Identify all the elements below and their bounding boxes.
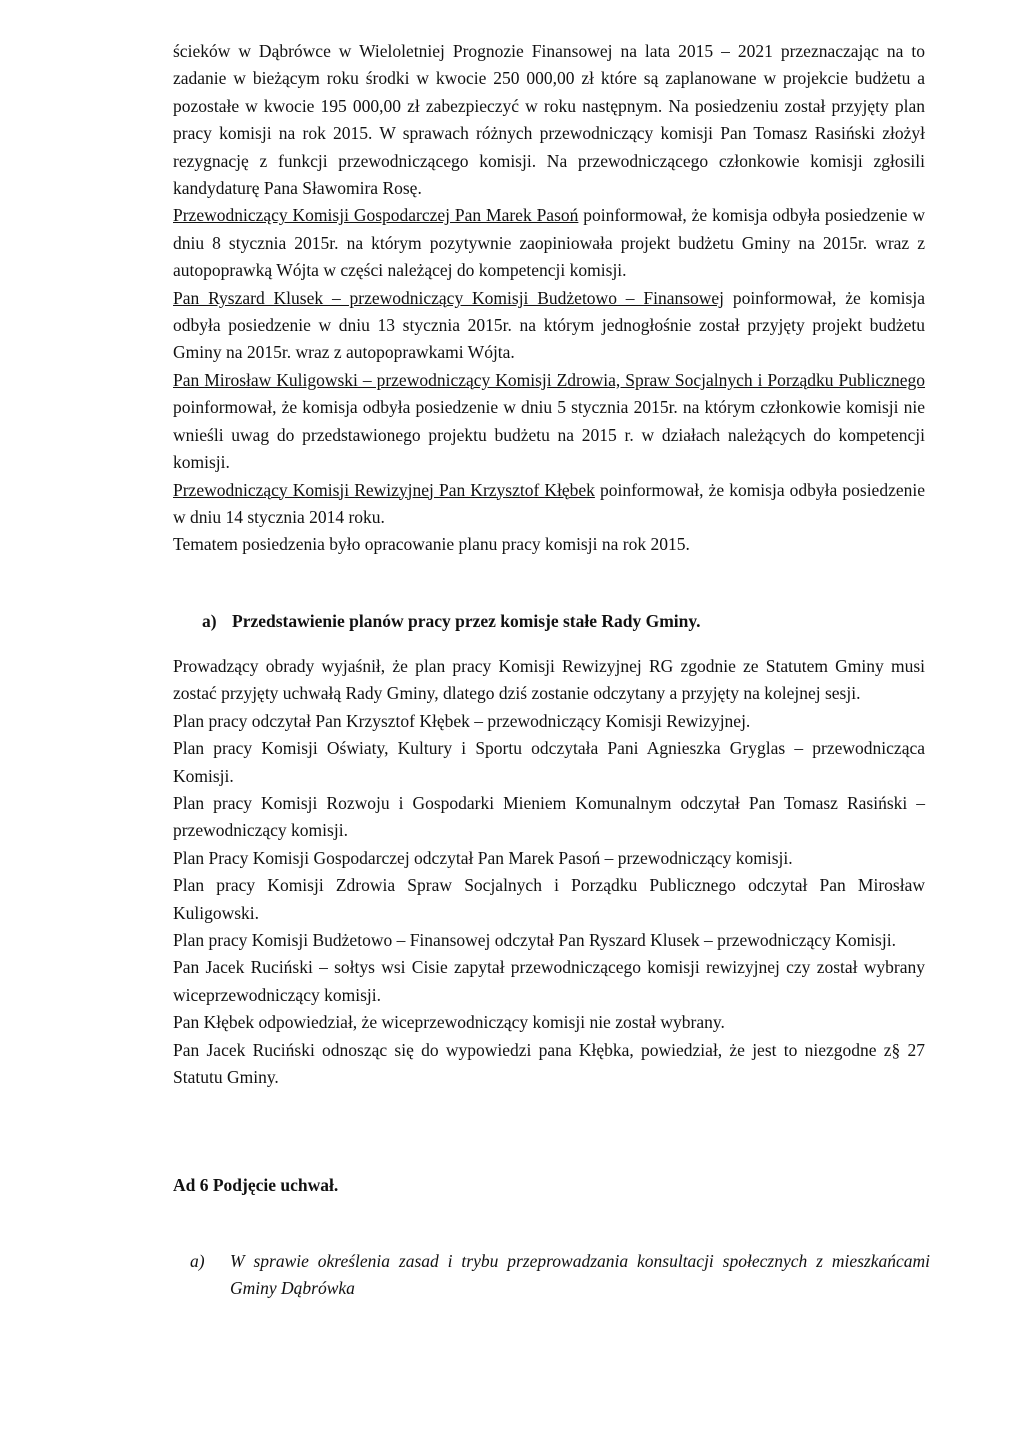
paragraph-meeting-topic: Tematem posiedzenia było opracowanie planu pracy komisji na rok 2015.	[173, 534, 690, 555]
minutes-body-top	[173, 38, 925, 559]
speaker-budget-committee: Pan Ryszard Klusek – przewodniczący Komisji Budżetowo – Finansowej	[173, 287, 725, 308]
paragraph-health-plan: Plan pracy Komisji Zdrowia Spraw Socjalnych i Porządku Publicznego odczytał Pan Mirosław Kuligowski.	[173, 875, 925, 923]
minutes-body-plans	[173, 653, 925, 1092]
resolution-item-a-label: a)	[190, 1251, 205, 1271]
speaker-health-committee: Pan Mirosław Kuligowski – przewodniczący Komisji Zdrowia, Spraw Socjalnych i Porządku Publicznego	[173, 369, 925, 390]
speaker-audit-committee: Przewodniczący Komisji Rewizyjnej Pan Krzysztof Kłębek	[173, 479, 595, 500]
paragraph-audit-committee	[173, 477, 925, 532]
report-health-committee: poinformował, że komisja odbyła posiedzenie w dniu 5 stycznia 2015r. na którym członkowie komisji nie wnieśli uwag do przedstawionego projektu budżetu na 2015 r. w działach należących do kompetencji komisji.	[173, 397, 925, 473]
paragraph-budget-committee	[173, 285, 925, 367]
report-audit-committee: poinformował, że komisja odbyła posiedzenie w dniu 14 stycznia 2014 roku.	[173, 479, 925, 527]
resolution-item-a	[190, 1248, 930, 1302]
paragraph-audit-plan: Plan pracy odczytał Pan Krzysztof Kłębek – przewodniczący Komisji Rewizyjnej.	[173, 710, 751, 731]
speaker-economic-committee: Przewodniczący Komisji Gospodarczej Pan Marek Pasoń	[173, 205, 579, 226]
resolution-item-a-title: W sprawie określenia zasad i trybu przeprowadzania konsultacji społecznych z mieszkańcami Gminy Dąbrówka	[230, 1251, 930, 1298]
paragraph-answer-klebek: Pan Kłębek odpowiedział, że wiceprzewodniczący komisji nie został wybrany.	[173, 1012, 725, 1033]
paragraph-development-plan: Plan pracy Komisji Rozwoju i Gospodarki Mieniem Komunalnym odczytał Pan Tomasz Rasiński – przewodniczący komisji.	[173, 793, 925, 841]
paragraph-sewage-forecast: ścieków w Dąbrówce w Wieloletniej Prognozie Finansowej na lata 2015 – 2021 przeznaczając na to zadanie w bieżącym roku środki w kwocie 250 000,00 zł które są zaplanowane w projekcie budżetu a pozostałe w kwocie 195 000,00 zł zabezpieczyć w roku następnym. Na posiedzeniu został przyjęty plan pracy komisji na rok 2015. W sprawach różnych przewodniczący komisji Pan Tomasz Rasiński złożył rezygnację z funkcji przewodniczącego komisji. Na przewodniczącego członkowie komisji zgłosili kandydaturę Pana Sławomira Rosę.	[173, 41, 925, 199]
paragraph-chair-explanation: Prowadzący obrady wyjaśnił, że plan pracy Komisji Rewizyjnej RG zgodnie ze Statutem Gminy musi zostać przyjęty uchwałą Rady Gminy, dlatego dziś zostanie odczytany a przyjęty na kolejnej sesji.	[173, 656, 925, 704]
agenda-item-a-label: a)	[202, 611, 217, 631]
agenda-item-a-title: Przedstawienie planów pracy przez komisje stałe Rady Gminy.	[232, 611, 701, 631]
paragraph-question-rucinski: Pan Jacek Ruciński – sołtys wsi Cisie zapytał przewodniczącego komisji rewizyjnej czy został wybrany wiceprzewodniczący komisji.	[173, 957, 925, 1005]
paragraph-economic-committee	[173, 202, 925, 284]
paragraph-economic-plan: Plan Pracy Komisji Gospodarczej odczytał Pan Marek Pasoń – przewodniczący komisji.	[173, 847, 793, 868]
section-heading-ad6: Ad 6 Podjęcie uchwał.	[173, 1175, 339, 1195]
paragraph-education-plan: Plan pracy Komisji Oświaty, Kultury i Sportu odczytała Pani Agnieszka Gryglas – przewodnicząca Komisji.	[173, 738, 925, 786]
report-economic-committee: poinformował, że komisja odbyła posiedzenie w dniu 8 stycznia 2015r. na którym pozytywnie zaopiniowała projekt budżetu Gminy na 2015r. wraz z autopoprawką Wójta w części należącej do kompetencji komisji.	[173, 205, 925, 281]
report-budget-committee: poinformował, że komisja odbyła posiedzenie w dniu 13 stycznia 2015r. na którym jednogłośnie został przyjęty projekt budżetu Gminy na 2015r. wraz z autopoprawkami Wójta.	[173, 287, 925, 363]
paragraph-budget-plan: Plan pracy Komisji Budżetowo – Finansowej odczytał Pan Ryszard Klusek – przewodniczący Komisji.	[173, 930, 896, 951]
paragraph-statute-remark: Pan Jacek Ruciński odnosząc się do wypowiedzi pana Kłębka, powiedział, że jest to niezgodne z§ 27 Statutu Gminy.	[173, 1039, 925, 1088]
paragraph-health-committee	[173, 367, 925, 477]
agenda-item-a	[202, 608, 922, 635]
